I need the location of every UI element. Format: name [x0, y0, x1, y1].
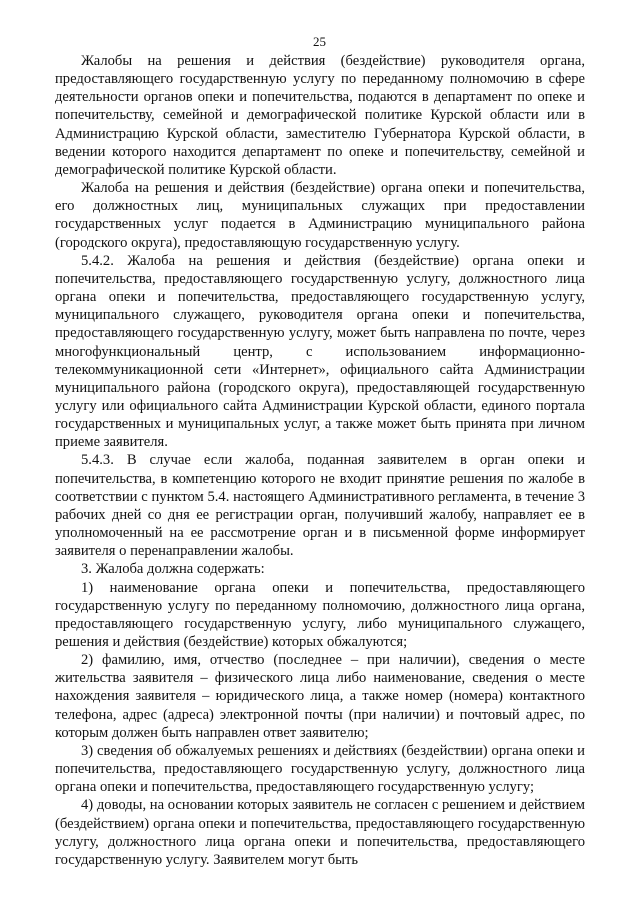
list-item-3: 3) сведения об обжалуемых решениях и действиях (бездействии) органа опеки и попечительства, предоставляющего государственную услугу, должностного лица органа опеки и попечительства, предоставляющего государственную услугу; [55, 742, 585, 796]
paragraph-5-4-3: 5.4.3. В случае если жалоба, поданная заявителем в орган опеки и попечительства, в компетенцию которого не входит принятие решения по жалобе в соответствии с пунктом 5.4. настоящего Административного регламента, в течение 3 рабочих дней со дня ее регистрации орган, получивший жалобу, направляет ее в уполномоченный на ее рассмотрение орган и в письменной форме информирует заявителя о перенаправлении жалобы. [55, 452, 585, 560]
document-body [55, 52, 585, 869]
list-item-1: 1) наименование органа опеки и попечительства, предоставляющего государственную услугу по переданному полномочию, должностного лица органа, предоставляющего государственную услугу, либо муниципального служащего, решения и действия (бездействие) которых обжалуются; [55, 579, 585, 650]
list-item-2: 2) фамилию, имя, отчество (последнее – при наличии), сведения о месте жительства заявителя – физического лица либо наименование, сведения о месте нахождения заявителя – юридического лица, а также номер (номера) контактного телефона, адрес (адреса) электронной почты (при наличии) и почтовый адрес, по которым должен быть направлен ответ заявителю; [55, 652, 585, 741]
paragraph-complaints-against-guardianship-body: Жалоба на решения и действия (бездействие) органа опеки и попечительства, его должностных лиц, муниципальных служащих при предоставлении государственных услуг подается в Администрацию муниципального района (городского округа), предоставляющую государственную услугу. [55, 180, 585, 251]
list-item-4: 4) доводы, на основании которых заявитель не согласен с решением и действием (бездействием) органа опеки и попечительства, предоставляющего государственную услугу, должностного лица органа опеки и попечительства, предоставляющего государственную услугу. Заявителем могут быть [55, 797, 585, 868]
page-number: 25 [313, 34, 326, 49]
paragraph-5-4-2: 5.4.2. Жалоба на решения и действия (бездействие) органа опеки и попечительства, предоставляющего государственную услугу, должностного лица органа опеки и попечительства, предоставляющего государственную услугу, муниципального служащего, руководителя органа опеки и попечительства, предоставляющего государственную услугу, может быть направлена по почте, через многофункциональный центр, с использованием информационно-телекоммуникационной сети «Интернет», официального сайта Администрации муниципального района (городского округа), предоставляющей государственную услугу или официального сайта Администрации Курской области, единого портала государственных и муниципальных услуг, а также может быть принята при личном приеме заявителя. [55, 252, 585, 451]
paragraph-complaint-contents-heading: 3. Жалоба должна содержать: [81, 561, 265, 578]
paragraph-complaints-against-head: Жалобы на решения и действия (бездействие) руководителя органа, предоставляющего государственную услугу по переданному полномочию в сфере деятельности органов опеки и попечительства, подаются в департамент по опеке и попечительству, семейной и демографической политике Курской области или в Администрацию Курской области, заместителю Губернатора Курской области, в ведении которого находится департамент по опеке и попечительству, семейной и демографической политике Курской области. [55, 53, 585, 178]
